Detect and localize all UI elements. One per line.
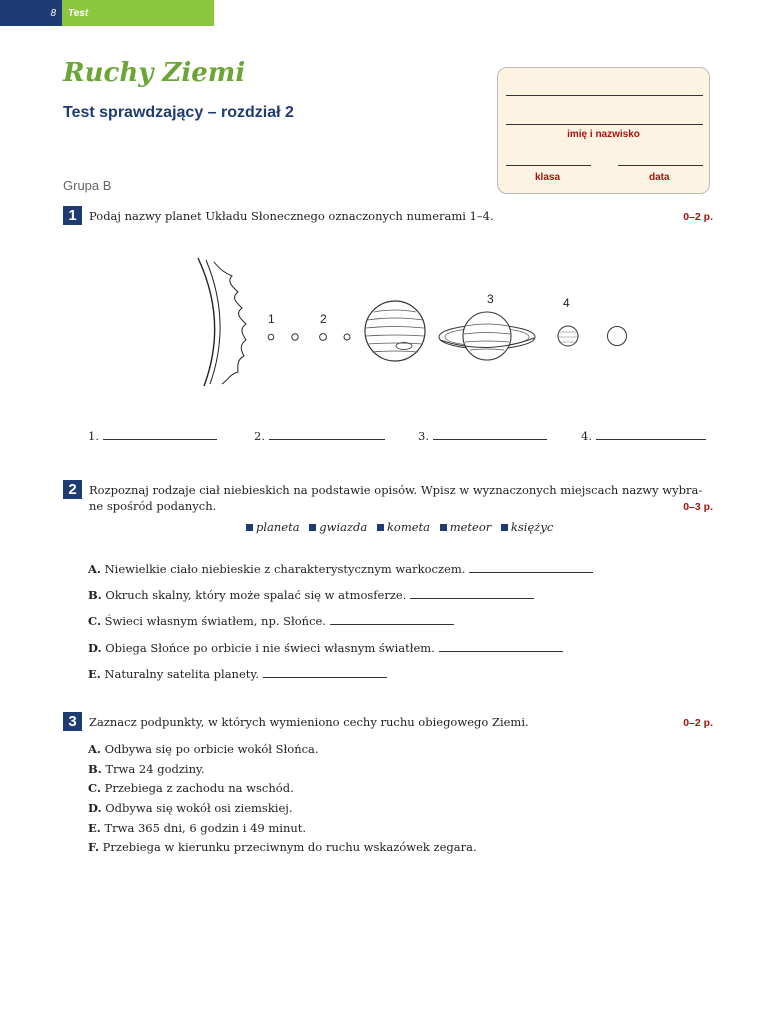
answer-1[interactable]: 1. — [88, 427, 217, 443]
task2-blank-b[interactable] — [410, 586, 534, 599]
task-text: Podaj nazwy planet Układu Słonecznego oznaczonych numerami 1–4. — [89, 209, 494, 223]
task-number: 1 — [63, 206, 82, 225]
mercury-icon — [268, 334, 274, 340]
name-line-2[interactable] — [506, 124, 703, 125]
class-caption: klasa — [535, 172, 561, 183]
task-points: 0–2 p. — [683, 717, 713, 729]
student-info-box — [497, 67, 710, 194]
task2-item-a: A. Niewielkie ciało niebieskie z charakterystycznym warkoczem. — [88, 560, 593, 576]
planet-label-1: 1 — [268, 312, 275, 326]
class-line[interactable] — [506, 165, 591, 166]
page-subtitle: Test sprawdzający – rozdział 2 — [63, 104, 294, 121]
page-title: Ruchy Ziemi — [63, 58, 246, 88]
task-text: Rozpoznaj rodzaje ciał niebieskich na podstawie opisów. Wpisz w wyznaczonych miejscach nazwy wybra- ne spośród podanych. — [89, 483, 703, 513]
task2-blank-e[interactable] — [263, 665, 387, 678]
task3-option-e[interactable]: E. Trwa 365 dni, 6 godzin i 49 minut. — [88, 821, 307, 835]
sun-icon — [198, 258, 246, 386]
date-caption: data — [649, 172, 670, 183]
task2-item-e: E. Naturalny satelita planety. — [88, 665, 387, 681]
mars-icon — [344, 334, 350, 340]
saturn-icon — [439, 312, 535, 360]
task2-item-b: B. Okruch skalny, który może spalać się w atmosferze. — [88, 586, 534, 602]
page-number: 8 — [0, 0, 62, 26]
answer-3[interactable]: 3. — [418, 427, 547, 443]
task-3 — [63, 712, 713, 734]
task3-option-f[interactable]: F. Przebiega w kierunku przeciwnym do ruchu wskazówek zegara. — [88, 840, 477, 854]
uranus-icon — [558, 326, 578, 346]
neptune-icon — [608, 327, 627, 346]
word-gwiazda: gwiazda — [319, 520, 368, 534]
task3-option-d[interactable]: D. Odbywa się wokół osi ziemskiej. — [88, 801, 293, 815]
task-points: 0–3 p. — [683, 501, 713, 513]
task-points: 0–2 p. — [683, 211, 713, 223]
header-bar — [0, 0, 214, 26]
jupiter-icon — [365, 301, 425, 361]
task3-option-b[interactable]: B. Trwa 24 godziny. — [88, 762, 205, 776]
task-text: Zaznacz podpunkty, w których wymieniono cechy ruchu obiegowego Ziemi. — [89, 715, 529, 729]
task3-option-c[interactable]: C. Przebiega z zachodu na wschód. — [88, 781, 294, 795]
planet-label-4: 4 — [563, 296, 570, 310]
task2-item-c: C. Świeci własnym światłem, np. Słońce. — [88, 612, 454, 628]
planet-label-2: 2 — [320, 312, 327, 326]
task2-blank-d[interactable] — [439, 639, 563, 652]
date-line[interactable] — [618, 165, 703, 166]
word-bank — [246, 520, 559, 534]
task3-option-a[interactable]: A. Odbywa się po orbicie wokół Słońca. — [88, 742, 319, 756]
word-meteor: meteor — [449, 520, 492, 534]
venus-icon — [292, 334, 298, 340]
task2-item-d: D. Obiega Słońce po orbicie i nie świeci własnym światłem. — [88, 639, 563, 655]
answer-4[interactable]: 4. — [581, 427, 706, 443]
word-ksiezyc: księżyc — [510, 520, 554, 534]
word-kometa: kometa — [386, 520, 431, 534]
word-planeta: planeta — [256, 520, 300, 534]
task-number: 3 — [63, 712, 82, 731]
group-label: Grupa B — [63, 178, 112, 193]
earth-icon — [320, 334, 327, 341]
task-number: 2 — [63, 480, 82, 499]
name-caption: imię i nazwisko — [567, 129, 640, 140]
section-label: Test — [62, 0, 214, 26]
planet-label-3: 3 — [487, 292, 494, 306]
answer-2[interactable]: 2. — [254, 427, 385, 443]
solar-system-illustration — [0, 252, 768, 432]
name-line-1[interactable] — [506, 95, 703, 96]
task2-blank-c[interactable] — [330, 612, 454, 625]
task-2 — [63, 480, 713, 516]
task2-blank-a[interactable] — [469, 560, 593, 573]
